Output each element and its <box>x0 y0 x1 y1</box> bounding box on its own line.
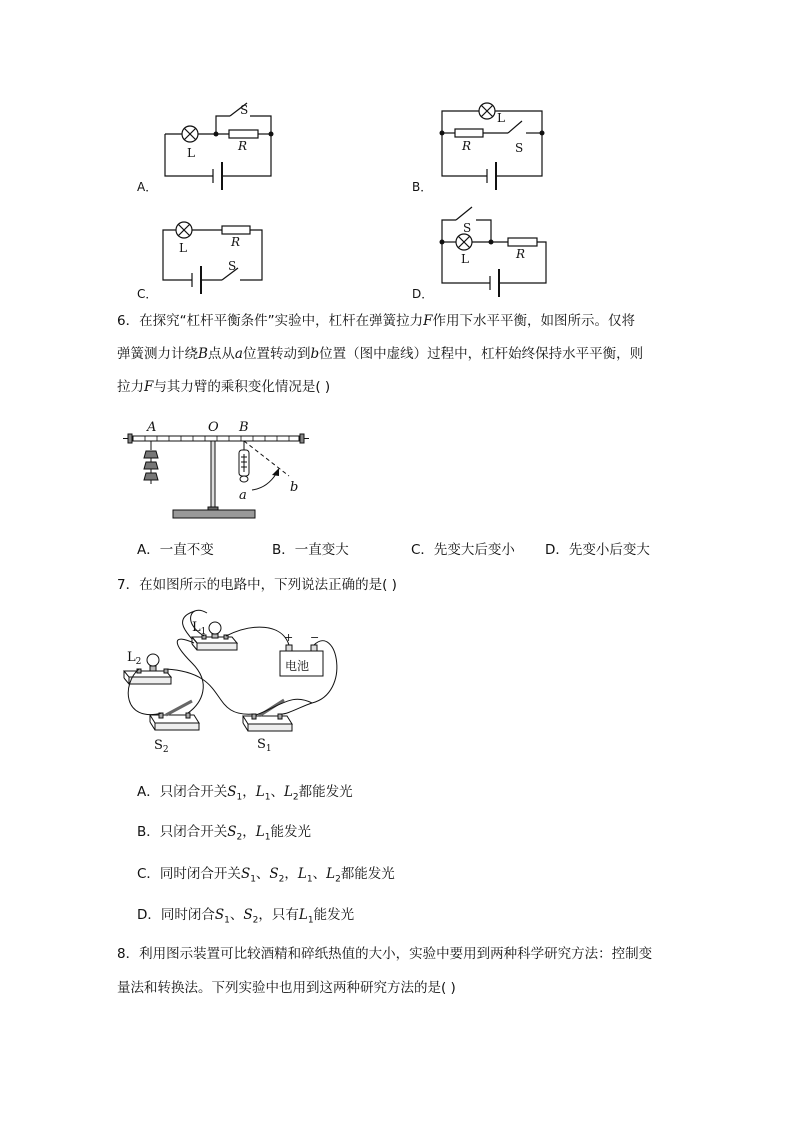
q7-option-c[interactable]: C．同时闭合开关$S_1$、$S_2$，$L_1$、$L_2$都能发光 <box>137 866 395 885</box>
bulb-l1-icon <box>209 622 221 634</box>
svg-text:电池: 电池 <box>285 659 310 673</box>
q5-circuits <box>0 0 794 310</box>
q5-option-d-label[interactable]: D． <box>412 287 434 301</box>
q6-option-d[interactable]: D．先变小后变大 <box>545 542 650 558</box>
svg-text:S: S <box>240 103 249 117</box>
svg-text:O: O <box>208 420 219 435</box>
q6-stem-line-3: 拉力F与其力臂的乘积变化情况是( ) <box>117 379 331 395</box>
q7-stem: 7．在如图所示的电路中，下列说法正确的是( ) <box>117 577 397 593</box>
svg-text:L: L <box>461 252 469 266</box>
svg-text:R: R <box>231 235 241 249</box>
svg-text:R: R <box>516 247 526 261</box>
q5-option-b-diagram <box>442 103 542 190</box>
resistor-icon <box>229 130 258 138</box>
q7-option-d[interactable]: D．同时闭合$S_1$、$S_2$，只有$L_1$能发光 <box>137 907 355 926</box>
svg-text:S2: $S_2$ <box>154 738 169 755</box>
q6-stem-line-2: 弹簧测力计绕B点从a位置转动到b位置（图中虚线）过程中，杠杆始终保持水平平衡，则 <box>117 346 644 362</box>
resistor-icon <box>222 226 250 234</box>
q5-option-c-label[interactable]: C． <box>137 287 158 301</box>
svg-text:S: S <box>228 259 237 273</box>
svg-text:R: R <box>238 139 248 153</box>
q6-option-c[interactable]: C．先变大后变小 <box>411 542 515 558</box>
q8-stem-line-1: 8．利用图示装置可比较酒精和碎纸热值的大小，实验中要用到两种科学研究方法：控制变 <box>117 946 653 962</box>
q5-option-c-diagram <box>163 222 262 294</box>
q5-option-b-label[interactable]: B． <box>412 180 433 194</box>
svg-text:R: R <box>462 139 472 153</box>
svg-text:S1: $S_1$ <box>257 737 272 754</box>
switch-icon <box>456 207 472 220</box>
svg-text:L: L <box>187 146 195 160</box>
q7-option-b[interactable]: B．只闭合开关$S_2$，$L_1$能发光 <box>137 824 311 843</box>
q5-option-a-label[interactable]: A． <box>137 180 158 194</box>
q7-circuit-figure <box>112 603 352 758</box>
svg-text:L2: $L_2$ <box>127 650 142 667</box>
q6-option-a[interactable]: A．一直不变 <box>137 542 214 558</box>
q8-stem-line-2: 量法和转换法。下列实验中也用到这两种研究方法的是( ) <box>117 980 456 996</box>
svg-text:+: + <box>284 631 294 644</box>
svg-text:a: a <box>239 488 247 503</box>
svg-text:−: − <box>310 631 320 644</box>
svg-text:b: b <box>290 480 299 495</box>
svg-text:S: S <box>463 221 472 235</box>
lever-bar <box>133 436 299 441</box>
bulb-l2-icon <box>147 654 159 666</box>
stand-base <box>173 510 255 518</box>
q6-option-b[interactable]: B．一直变大 <box>272 542 349 558</box>
svg-text:L: L <box>497 111 505 125</box>
q7-option-a[interactable]: A．只闭合开关$S_1$，$L_1$、$L_2$都能发光 <box>137 784 353 803</box>
resistor-icon <box>508 238 537 246</box>
switch-icon <box>508 121 522 133</box>
resistor-icon <box>455 129 483 137</box>
svg-text:B: B <box>239 420 249 435</box>
q5-option-a-diagram <box>165 103 271 190</box>
svg-text:L1: $L_1$ <box>192 620 207 637</box>
q6-lever-figure <box>115 410 315 525</box>
svg-text:A: A <box>147 420 157 435</box>
lever-stand <box>211 441 215 509</box>
q6-stem-line-1: 6．在探究“杠杆平衡条件”实验中，杠杆在弹簧拉力F作用下水平平衡，如图所示。仅将 <box>117 313 635 329</box>
svg-text:S: S <box>515 141 524 155</box>
svg-text:L: L <box>179 241 187 255</box>
q5-option-d-diagram <box>442 207 546 297</box>
